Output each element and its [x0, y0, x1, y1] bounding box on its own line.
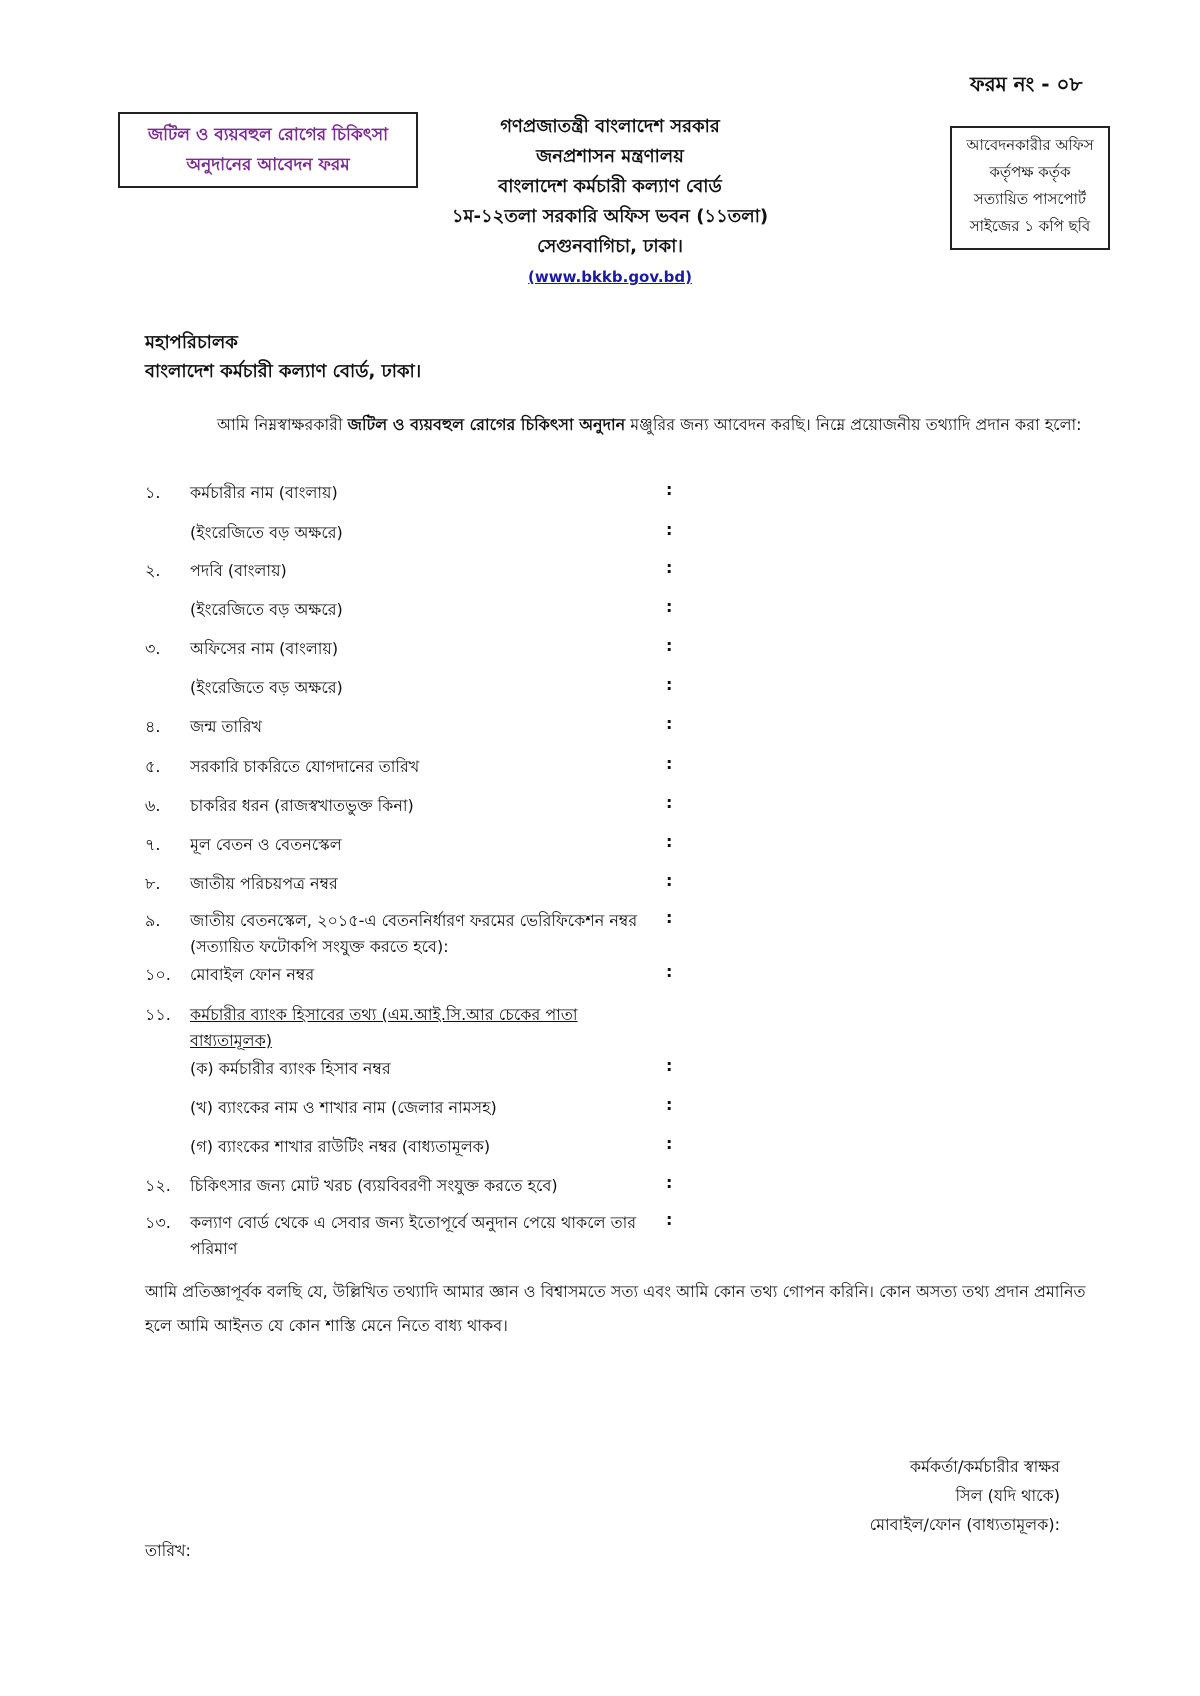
field-label: সরকারি চাকরিতে যোগদানের তারিখ: [190, 757, 420, 776]
row-number: ১৩.: [145, 1213, 171, 1232]
field-colon[interactable]: :: [666, 1134, 673, 1153]
field-label: (ইংরেজিতে বড় অক্ষরে): [190, 678, 343, 697]
intro-text-bold: জটিল ও ব্যয়বহুল রোগের চিকিৎসা অনুদান: [347, 415, 626, 434]
intro-text-start: আমি নিম্নস্বাক্ষরকারী: [217, 415, 348, 434]
field-colon[interactable]: :: [666, 1173, 673, 1192]
field-colon[interactable]: :: [666, 962, 673, 981]
photo-box-line1: আবেদনকারীর অফিস: [966, 136, 1094, 154]
field-colon[interactable]: :: [666, 636, 673, 655]
mobile-label: মোবাইল/ফোন (বাধ্যতামূলক):: [869, 1515, 1060, 1534]
field-label: জাতীয় বেতনস্কেল, ২০১৫-এ বেতননির্ধারণ ফরমের ভেরিফিকেশন নম্বর (সত্যায়িত ফটোকপি সংযুক্ত করতে হবে):: [190, 911, 638, 956]
field-label: (ক) কর্মচারীর ব্যাংক হিসাব নম্বর: [190, 1059, 391, 1078]
header-building: ১ম-১২তলা সরকারি অফিস ভবন (১১তলা): [451, 206, 769, 227]
field-colon[interactable]: :: [666, 480, 673, 499]
declaration-text: আমি প্রতিজ্ঞাপূর্বক বলছি যে, উল্লিখিত তথ্যাদি আমার জ্ঞান ও বিশ্বাসমতে সত্য এবং আমি কোন তথ্য গোপন করিনি। কোন অসত্য তথ্য প্রদান প্রমানিত হলে আমি আইনত যে কোন শাস্তি মেনে নিতে বাধ্য থাকব।: [145, 1282, 1086, 1335]
form-title-line2: অনুদানের আবেদন ফরম: [186, 155, 350, 175]
field-colon[interactable]: :: [666, 675, 673, 694]
website-link[interactable]: (www.bkkb.gov.bd): [528, 268, 692, 286]
addressee-office: বাংলাদেশ কর্মচারী কল্যাণ বোর্ড, ঢাকা।: [145, 361, 422, 382]
row-number: ১১.: [145, 1005, 171, 1024]
field-colon[interactable]: :: [666, 908, 673, 927]
signature-block: [850, 1452, 1060, 1539]
field-colon[interactable]: :: [666, 558, 673, 577]
photo-box-line2: কর্তৃপক্ষ কর্তৃক: [989, 163, 1071, 181]
photo-box-line3: সত্যায়িত পাসপোর্ট: [973, 190, 1087, 208]
signature-label: কর্মকর্তা/কর্মচারীর স্বাক্ষর: [909, 1457, 1060, 1476]
field-label: চিকিৎসার জন্য মোট খরচ (ব্যয়বিবরণী সংযুক্ত করতে হবে): [190, 1176, 558, 1195]
field-colon[interactable]: :: [666, 793, 673, 812]
field-label: মোবাইল ফোন নম্বর: [190, 965, 315, 984]
photo-box: [950, 126, 1110, 250]
field-label: অফিসের নাম (বাংলায়): [190, 639, 339, 658]
field-colon[interactable]: :: [666, 832, 673, 851]
seal-label: সিল (যদি থাকে): [955, 1486, 1060, 1505]
office-header: [440, 112, 780, 292]
row-number: ১.: [145, 483, 161, 502]
row-number: ৫.: [145, 757, 161, 776]
date-label: তারিখ:: [145, 1541, 191, 1560]
form-title-box: [118, 112, 418, 188]
field-label: কর্মচারীর ব্যাংক হিসাবের তথ্য (এম.আই.সি.আর চেকের পাতা বাধ্যতামূলক): [190, 1005, 578, 1050]
field-label: (ইংরেজিতে বড় অক্ষরে): [190, 523, 343, 542]
field-label: (খ) ব্যাংকের নাম ও শাখার নাম (জেলার নামসহ): [190, 1098, 497, 1117]
field-label: চাকরির ধরন (রাজস্বখাতভুক্ত কিনা): [190, 796, 414, 815]
field-colon[interactable]: :: [666, 1210, 673, 1229]
field-label: জন্ম তারিখ: [190, 717, 263, 736]
field-colon[interactable]: :: [666, 520, 673, 539]
field-label: কর্মচারীর নাম (বাংলায়): [190, 483, 338, 502]
field-colon[interactable]: :: [666, 754, 673, 773]
header-board: বাংলাদেশ কর্মচারী কল্যাণ বোর্ড: [498, 176, 722, 197]
field-colon[interactable]: :: [666, 714, 673, 733]
field-colon[interactable]: :: [666, 1056, 673, 1075]
form-number: ফরম নং - ০৮: [970, 72, 1083, 96]
row-number: ১০.: [145, 965, 171, 984]
field-colon[interactable]: :: [666, 597, 673, 616]
field-label: পদবি (বাংলায়): [190, 561, 287, 580]
header-ministry: জনপ্রশাসন মন্ত্রণালয়: [536, 146, 684, 167]
form-title-line1: জটিল ও ব্যয়বহুল রোগের চিকিৎসা: [147, 125, 389, 145]
field-label: (গ) ব্যাংকের শাখার রাউটিং নম্বর (বাধ্যতামূলক): [190, 1137, 491, 1156]
row-number: ১২.: [145, 1176, 171, 1195]
header-location: সেগুনবাগিচা, ঢাকা।: [537, 236, 683, 257]
addressee: [145, 328, 421, 386]
row-number: ৩.: [145, 639, 161, 658]
row-number: ৭.: [145, 835, 161, 854]
field-label: জাতীয় পরিচয়পত্র নম্বর: [190, 874, 338, 893]
field-colon[interactable]: :: [666, 1095, 673, 1114]
row-number: ৬.: [145, 796, 161, 815]
header-government: গণপ্রজাতন্ত্রী বাংলাদেশ সরকার: [500, 116, 720, 137]
field-colon[interactable]: :: [666, 871, 673, 890]
row-number: ৪.: [145, 717, 161, 736]
row-number: ৮.: [145, 874, 161, 893]
intro-paragraph: [145, 410, 1105, 440]
field-label: মূল বেতন ও বেতনস্কেল: [190, 835, 342, 854]
photo-box-line4: সাইজের ১ কপি ছবি: [969, 217, 1091, 235]
row-number: ৯.: [145, 911, 161, 930]
field-label: (ইংরেজিতে বড় অক্ষরে): [190, 600, 343, 619]
addressee-title: মহাপরিচালক: [145, 332, 238, 353]
row-number: ২.: [145, 561, 161, 580]
field-label: কল্যাণ বোর্ড থেকে এ সেবার জন্য ইতোপূর্বে অনুদান পেয়ে থাকলে তার পরিমাণ: [190, 1213, 637, 1258]
intro-text-end: মঞ্জুরির জন্য আবেদন করছি। নিম্নে প্রয়োজনীয় তথ্যাদি প্রদান করা হলো:: [625, 415, 1082, 434]
